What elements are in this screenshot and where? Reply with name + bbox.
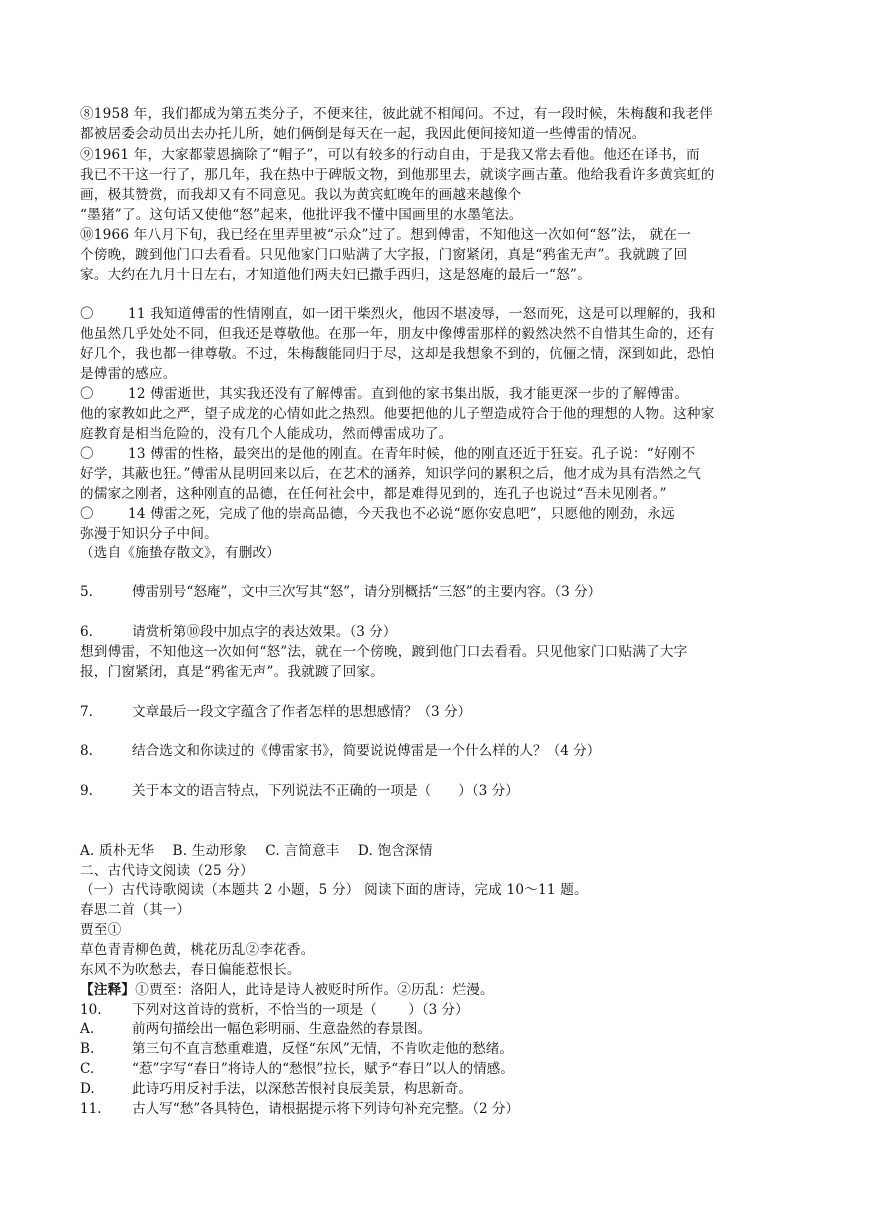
paragraph-13-line-2: 好学，其蔽也狂。”傅雷从昆明回来以后，在艺术的涵养，知识学问的累积之后，他才成为具有浩然之气 <box>80 466 702 482</box>
paragraph-marker: 〇 <box>80 446 94 462</box>
section-2-subheading: （一）古代诗歌阅读（本题共 2 小题，5 分） 阅读下面的唐诗，完成 10～11 题。 <box>80 882 588 898</box>
question-9-options: A. 质朴无华 B. 生动形象 C. 言简意丰 D. 饱含深情 <box>80 843 433 859</box>
paragraph-10-line-3: 家。大约在九月十日左右，才知道他们两夫妇已撒手西归，这是怒庵的最后一“怒”。 <box>80 267 591 283</box>
question-9-text: 关于本文的语言特点，下列说法不正确的一项是（ ）（3 分） <box>132 783 519 799</box>
option-c-label: C. <box>80 1061 95 1077</box>
question-6-number: 6. <box>80 624 93 640</box>
question-10-text: 下列对这首诗的赏析，不恰当的一项是（ ）（3 分） <box>132 1002 469 1018</box>
paragraph-13-text: 13 傅雷的性格，最突出的是他的刚直。在青年时候，他的刚直还近于狂妄。孔子说：“好刚不 <box>128 446 696 462</box>
question-9-number: 9. <box>80 783 93 799</box>
question-6-quote-line-1: 想到傅雷，不知他这一次如何“怒”法，就在一个傍晚，踱到他门口去看看。只见他家门口贴满了大字 <box>80 644 688 660</box>
paragraph-14-line-1 <box>80 504 800 524</box>
question-6-quote-line-2: 报，门窗紧闭，真是“鸦雀无声”。我就踱了回家。 <box>80 664 384 680</box>
question-11-number: 11. <box>80 1101 102 1117</box>
option-a-text: 前两句描绘出一幅色彩明丽、生意盎然的春景图。 <box>132 1021 432 1037</box>
paragraph-13-line-3: 的儒家之刚者，这种刚直的品德，在任何社会中，都是难得见到的，连孔子也说过“吾未见刚者。” <box>80 486 667 502</box>
question-11-text: 古人写“愁”各具特色，请根据提示将下列诗句补充完整。（2 分） <box>132 1101 520 1117</box>
paragraph-9-line-3: 画，极其赞赏，而我却又有不同意见。我以为黄宾虹晚年的画越来越像个 <box>80 187 522 203</box>
paragraph-12-line-3: 庭教育是相当危险的，没有几个人能成功，然而傅雷成功了。 <box>80 426 453 442</box>
question-8-number: 8. <box>80 743 93 759</box>
question-7-number: 7. <box>80 704 93 720</box>
question-7-text: 文章最后一段文字蕴含了作者怎样的思想感情？（3 分） <box>132 704 472 720</box>
option-b-text: 第三句不直言愁重难遣，反怪“东风”无情，不肯吹走他的愁绪。 <box>132 1041 513 1057</box>
poem-line-1: 草色青青柳色黄，桃花历乱②李花香。 <box>80 942 315 958</box>
question-8-text: 结合选文和你读过的《傅雷家书》，简要说说傅雷是一个什么样的人？（4 分） <box>132 743 601 759</box>
poem-title: 春思二首（其一） <box>80 902 191 918</box>
poem-author: 贾至① <box>80 922 122 938</box>
paragraph-14-text: 14 傅雷之死，完成了他的崇高品德，今天我也不必说“愿你安息吧”，只愿他的刚劲，永远 <box>128 506 675 522</box>
note-text: ①贾至：洛阳人，此诗是诗人被贬时所作。②历乱：烂漫。 <box>135 982 494 998</box>
option-d-text: 此诗巧用反衬手法，以深愁苦恨衬良辰美景，构思新奇。 <box>132 1081 472 1097</box>
paragraph-10-line-2: 个傍晚，踱到他门口去看看。只见他家门口贴满了大字报，门窗紧闭，真是“鸦雀无声”。我就踱了回 <box>80 247 688 263</box>
question-6-text: 请赏析第⑩段中加点字的表达效果。（3 分） <box>132 624 397 640</box>
paragraph-8-line-1: ⑧1958 年，我们都成为第五类分子，不便来往，彼此就不相闻问。不过，有一段时候，朱梅馥和我老伴 <box>80 106 714 122</box>
paragraph-10-line-1: ⑩1966 年八月下旬，我已经在里弄里被“示众”过了。想到傅雷，不知他这一次如何“怒”法， 就在一 <box>80 227 691 243</box>
paragraph-marker: 〇 <box>80 386 94 402</box>
paragraph-12-text: 12 傅雷逝世，其实我还没有了解傅雷。直到他的家书集出版，我才能更深一步的了解傅雷。 <box>128 386 689 402</box>
paragraph-9-line-1: ⑨1961 年，大家都蒙恩摘除了“帽子”，可以有较多的行动自由，于是我又常去看他。他还在译书，而 <box>80 147 700 163</box>
note-label: 【注释】 <box>80 982 136 998</box>
option-b-label: B. <box>80 1041 95 1057</box>
paragraph-11-line-3: 好几个，我也都一律尊敬。不过，朱梅馥能同归于尽，这却是我想象不到的，伉俪之情，深到如此，恐怕 <box>80 346 715 362</box>
paragraph-8-line-2: 都被居委会动员出去办托儿所，她们俩倒是每天在一起，我因此便间接知道一些傅雷的情况。 <box>80 126 646 142</box>
paragraph-12-line-2: 他的家教如此之严，望子成龙的心情如此之热烈。他要把他的儿子塑造成符合于他的理想的人物。这种家 <box>80 406 715 422</box>
paragraph-11-line-1 <box>80 304 800 324</box>
question-5-number: 5. <box>80 584 93 600</box>
passage-source: （选自《施蛰存散文》，有删改） <box>80 545 281 561</box>
paragraph-11-line-2: 他虽然几乎处处不同，但我还是尊敬他。在那一年，朋友中像傅雷那样的毅然决然不自惜其生命的，还有 <box>80 326 715 342</box>
poem-note <box>80 980 800 1000</box>
option-d-label: D. <box>80 1081 95 1097</box>
paragraph-9-line-2: 我已不干这一行了，那几年，我在热中于碑版文物，到他那里去，就谈字画古董。他给我看许多黄宾虹的 <box>80 167 715 183</box>
paragraph-11-text: 11 我知道傅雷的性情刚直，如一团干柴烈火，他因不堪凌辱，一怒而死，这是可以理解的，我和 <box>128 306 716 322</box>
paragraph-marker: 〇 <box>80 506 94 522</box>
section-2-heading: 二、古代诗文阅读（25 分） <box>80 863 254 879</box>
paragraph-marker: 〇 <box>80 306 94 322</box>
paragraph-14-line-2: 弥漫于知识分子中间。 <box>80 526 218 542</box>
paragraph-13-line-1 <box>80 444 800 464</box>
option-a-label: A. <box>80 1021 95 1037</box>
option-c-text: “惹”字写“春日”将诗人的“愁恨”拉长，赋予“春日”以人的情感。 <box>132 1061 514 1077</box>
paragraph-12-line-1 <box>80 384 800 404</box>
question-10-number: 10. <box>80 1002 102 1018</box>
question-5-text: 傅雷别号“怒庵”，文中三次写其“怒”，请分别概括“三怒”的主要内容。（3 分） <box>132 584 602 600</box>
paragraph-9-line-4: “墨猪”了。这句话又使他“怒”起来，他批评我不懂中国画里的水墨笔法。 <box>80 207 523 223</box>
paragraph-11-line-4: 是傅雷的感应。 <box>80 366 177 382</box>
poem-line-2: 东风不为吹愁去，春日偏能惹恨长。 <box>80 962 301 978</box>
